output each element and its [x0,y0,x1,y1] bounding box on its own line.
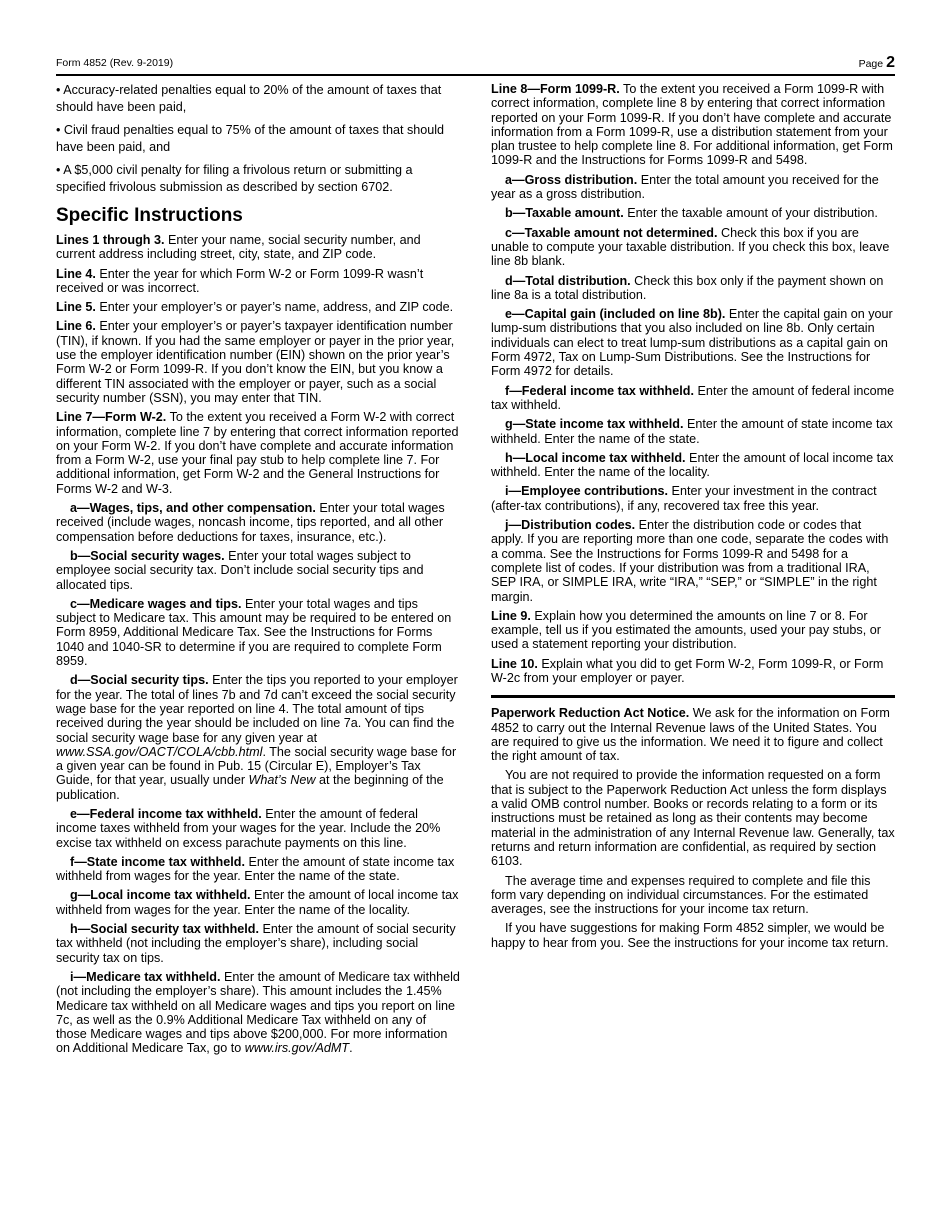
para-line-10: Line 10. Explain what you did to get Form W-2, Form 1099-R, or Form W-2c from your employer or payer. [491,656,884,685]
para-line-7c: c—Medicare wages and tips. Enter your total wages and tips subject to Medicare tax. This amount may be required to be entered on Form 8959, Additional Medicare Tax. See the Instructions for Forms 1040 and 1040-SR to determine if you are required to complete Form 8959. [56,596,452,669]
para-line-8b: b—Taxable amount. Enter the taxable amount of your distribution. [505,206,878,221]
para-line-4: Line 4. Enter the year for which Form W-2 or Form 1099-R wasn’t received or was incorrect. [56,266,424,295]
para-line-9: Line 9. Explain how you determined the amounts on line 7 or 8. For example, tell us if you estimated the amounts, used your pay stubs, or used a statement reporting your distribution. [491,608,881,652]
para-line-8e: e—Capital gain (included on line 8b). Enter the capital gain on your lump-sum distributions that you also included on line 8b. Only certain individuals can elect to treat lump-sum distributions as a capital gain on Form 4972, Tax on Lump-Sum Distributions. See the Instructions for Form 4972 for details. [491,307,893,379]
bullet-accuracy-penalty: • Accuracy-related penalties equal to 20% of the amount of taxes that should have been paid, [56,83,442,114]
para-line-7i: i—Medicare tax withheld. Enter the amount of Medicare tax withheld (not including the employer’s share). This amount includes the 1.45% Medicare tax withheld on all Medicare wages and tips you report on line 7c, as well as the 0.9% Additional Medicare Tax withheld on any of those Medicare wages and tips above $200,000. For more information on Additional Medicare Tax, go to www.irs.gov/AdMT. [56,969,460,1056]
section-divider [491,695,895,698]
bullet-civil-fraud-penalty: • Civil fraud penalties equal to 75% of the amount of taxes that should have been paid, and [56,123,445,154]
para-paperwork-notice: Paperwork Reduction Act Notice. We ask for the information on Form 4852 to carry out the Internal Revenue laws of the United States. You are required to give us the information. We need it to figure and collect the right amount of tax. [491,706,890,764]
para-line-7: Line 7—Form W-2. To the extent you received a Form W-2 with correct information, complete line 7 by entering that correct information reported on your Form W-2. If you don’t have complete and accurate information from a Form W-2, use your final pay stub to help complete line 7. For additional information, get Form W-2 and the General Instructions for Forms W-2 and W-3. [56,410,459,496]
page-header [56,54,895,76]
para-line-5: Line 5. Enter your employer’s or payer’s name, address, and ZIP code. [56,300,454,315]
para-line-8: Line 8—Form 1099-R. To the extent you received a Form 1099-R with correct information, complete line 8 by entering that correct information reported on your Form 1099-R. If you don’t have complete and accurate information from a Form 1099-R, use a distribution statement from your plan trustee to help complete line 8. For additional information, get Form 1099-R and the Instructions for Forms 1099-R and 5498. [491,82,893,168]
para-line-7f: f—State income tax withheld. Enter the amount of state income tax withheld from wages for the year. Enter the name of the state. [56,854,455,884]
form-id: Form 4852 (Rev. 9-2019) [56,57,174,69]
para-suggestions: If you have suggestions for making Form 4852 simpler, we would be happy to hear from you. See the instructions for your income tax return. [491,921,889,950]
para-line-8i: i—Employee contributions. Enter your investment in the contract (after-tax contributions), if any, recovered tax free this year. [491,484,877,513]
para-line-8f: f—Federal income tax withheld. Enter the amount of federal income tax withheld. [491,383,895,412]
para-line-7g: g—Local income tax withheld. Enter the amount of local income tax withheld from wages for the year. Enter the name of the locality. [56,888,459,917]
bullet-frivolous-penalty: • A $5,000 civil penalty for filing a frivolous return or submitting a specified frivolous submission as described by section 6702. [56,163,413,194]
page [56,0,895,1229]
para-line-7a: a—Wages, tips, and other compensation. Enter your total wages received (include wages, noncash income, tips reported, and all other compensation before deductions for taxes, insurance, etc.). [56,501,445,544]
para-time-estimate: The average time and expenses required to complete and file this form vary depending on individual circumstances. For the estimated averages, see the instructions for your income tax return. [491,873,871,917]
para-line-8g: g—State income tax withheld. Enter the amount of state income tax withheld. Enter the name of the state. [491,417,893,446]
para-line-8h: h—Local income tax withheld. Enter the amount of local income tax withheld. Enter the name of the locality. [491,450,894,480]
para-lines-1-3: Lines 1 through 3. Enter your name, social security number, and current address including street, city, state, and ZIP code. [56,233,421,262]
admt-link[interactable]: www.irs.gov/AdMT [244,1041,350,1056]
ssa-link[interactable]: www.SSA.gov/OACT/COLA/cbb.html [56,744,263,759]
right-column [491,82,895,955]
para-line-8d: d—Total distribution. Check this box only if the payment shown on line 8a is a total distribution. [491,273,884,302]
para-line-7h: h—Social security tax withheld. Enter the amount of social security tax withheld (not including the employer’s share), including social security tax on tips. [56,922,456,965]
para-line-8j: j—Distribution codes. Enter the distribution code or codes that apply. If you are reporting more than one code, separate the codes with a comma. See the Instructions for Forms 1099-R and 5498 for a complete list of codes. If your distribution was from a traditional IRA, SEP IRA, or SIMPLE IRA, write “IRA,” “SEP,” or “SIMPLE” in the right margin. [491,518,889,604]
para-line-8a: a—Gross distribution. Enter the total amount you received for the year as a gross distribution. [491,172,879,202]
para-line-7e: e—Federal income tax withheld. Enter the amount of federal income taxes withheld from your wages for the year. Include the 20% excise tax withheld on excess parachute payments on this line. [56,806,441,850]
page-indicator [859,54,895,72]
page-number: 2 [886,54,895,71]
para-line-8c: c—Taxable amount not determined. Check this box if you are unable to compute your taxable distribution. If you check this box, leave line 8b blank. [491,225,890,269]
para-omb: You are not required to provide the information requested on a form that is subject to the Paperwork Reduction Act unless the form displays a valid OMB control number. Books or records relating to a form or its instructions must be retained as long as their contents may become material in the administration of any Internal Revenue law. Generally, tax returns and return information are confidential, as required by section 6103. [491,768,895,869]
para-line-7b: b—Social security wages. Enter your total wages subject to employee social security tax. Don’t include social security tips and allocated tips. [56,548,424,592]
section-heading: Specific Instructions [56,205,243,226]
left-column [56,82,460,1061]
para-line-6: Line 6. Enter your employer’s or payer’s taxpayer identification number (TIN), if known. If you had the same employer or payer in the prior year, use the employer identification number (EIN) shown on the prior year’s Form W-2 or Form 1099-R. If you don’t know the EIN, but you know a different TIN associated with the employer or payer, such as a social security number (SSN), you may enter that TIN. [56,319,455,405]
page-label: Page [858,58,884,70]
para-line-7d: d—Social security tips. Enter the tips you reported to your employer for the year. The total of lines 7b and 7d can’t exceed the social security wage base for the year reported on line 4. The total amount of tips received during the year should be included on line 7a. You can find the social security wage base for any given year at www.SSA.gov/OACT/COLA/cbb.html. The social security wage base for a given year can be found in Pub. 15 (Circular E), Employer’s Tax Guide, for that year, usually under What’s New at the beginning of the publication. [56,673,458,802]
